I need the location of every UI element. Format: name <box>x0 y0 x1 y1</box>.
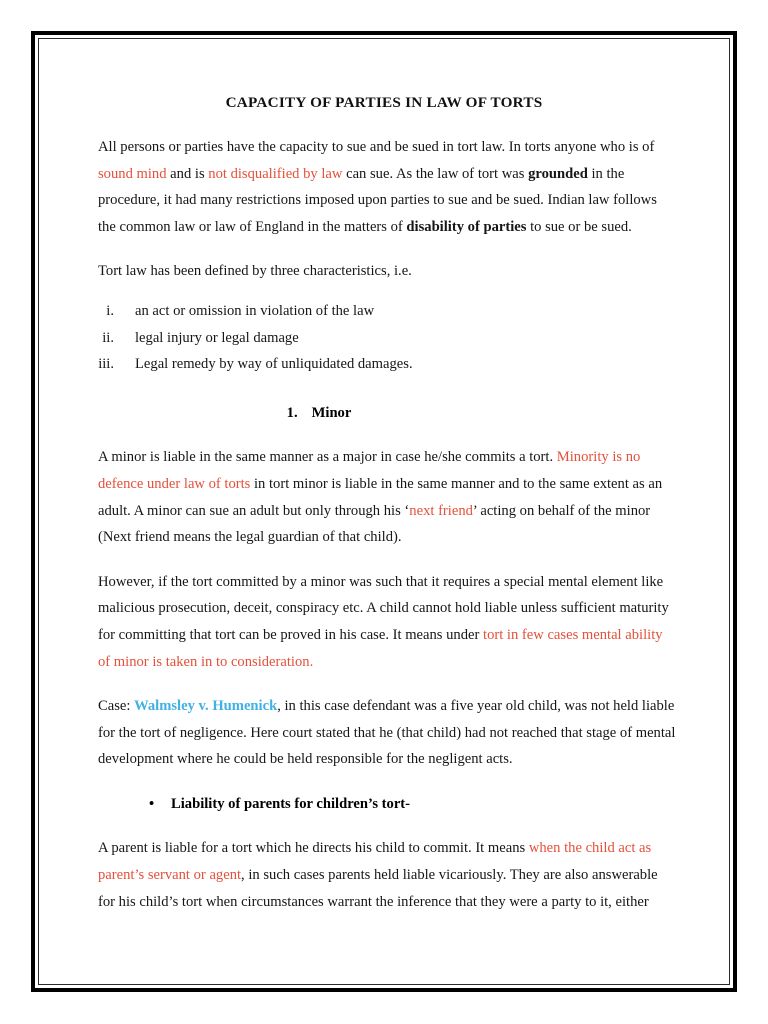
spacer <box>69 675 699 693</box>
list-marker: ii. <box>102 329 114 346</box>
list-item-label: legal injury or legal damage <box>135 329 299 346</box>
text-run: All persons or parties have the capacity to sue and be sued in tort law. In torts anyone who is of <box>98 139 655 155</box>
bold-disability-of-parties: disability of parties <box>406 218 527 235</box>
document-body <box>39 39 729 984</box>
page-title: CAPACITY OF PARTIES IN LAW OF TORTS <box>225 94 543 111</box>
spacer <box>69 285 699 298</box>
paragraph-intro <box>69 134 699 240</box>
text-run: to sue or be sued. <box>526 218 632 235</box>
list-item-label: an act or omission in violation of the law <box>135 302 375 319</box>
text-run: in tort minor is liable in the same manner and to the same extent as an adult. A minor can sue an adult but only through his ‘ <box>98 475 663 519</box>
text-run: A minor is liable in the same manner as a major in case he/she commits a tort. <box>98 449 557 466</box>
highlight-mental-ability-consideration: tort in few cases mental ability of minor is taken in to consideration. <box>98 626 663 670</box>
text-run: However, if the tort committed by a minor was such that it requires a special mental element like malicious prosecution, deceit, conspiracy etc. A child cannot hold liable unless sufficient maturity for committing that tort can be proved in his case. It means under <box>98 573 669 643</box>
spacer <box>69 426 699 444</box>
bullet-heading-label: Liability of parents for children’s tort- <box>171 795 411 812</box>
spacer <box>69 240 699 258</box>
section-heading-label: Minor <box>311 404 352 421</box>
paragraph-minor-liability <box>69 444 699 550</box>
highlight-not-disqualified-by-law: not disqualified by law <box>208 165 343 182</box>
text-run: , in this case defendant was a five year old child, was not held liable for the tort of negligence. Here court stated that he (that child) had not reached that stage of mental development where he could be held responsible for the negligent acts. <box>98 698 676 768</box>
highlight-child-as-servant-or-agent: when the child act as parent’s servant or agent <box>98 840 652 884</box>
text-run: in the procedure, it had many restrictions imposed upon parties to sue and be sued. Indian law follows the common law or law of England in the matters of <box>98 165 657 235</box>
paragraph-mental-element <box>69 569 699 675</box>
list-item-label: Legal remedy by way of unliquidated damages. <box>135 356 413 373</box>
bullet-icon: • <box>149 795 155 812</box>
page-border <box>31 31 737 992</box>
paragraph-parent-liability <box>69 835 699 915</box>
spacer <box>69 112 699 134</box>
list-item <box>69 325 699 352</box>
spacer <box>69 773 699 791</box>
bullet-heading-parent-liability <box>69 791 699 818</box>
page-border-inner-rule <box>38 38 730 985</box>
list-marker: i. <box>106 302 114 319</box>
paragraph-case-walmsley <box>69 693 699 773</box>
list-item <box>69 351 699 378</box>
highlight-sound-mind: sound mind <box>98 165 167 182</box>
paragraph-three-characteristics: Tort law has been defined by three characteristics, i.e. <box>98 263 412 280</box>
characteristics-list <box>69 298 699 378</box>
highlight-minority-no-defence: Minority is no defence under law of torts <box>98 449 641 492</box>
highlight-next-friend: next friend <box>409 502 473 519</box>
text-run: A parent is liable for a tort which he directs his child to commit. It means <box>98 840 529 857</box>
text-run: ’ acting on behalf of the minor (Next friend means the legal guardian of that child). <box>98 502 651 546</box>
text-run: and is <box>166 165 209 182</box>
section-heading-minor <box>69 400 699 427</box>
list-marker: iii. <box>98 356 114 373</box>
case-citation-walmsley-v-humenick: Walmsley v. Humenick <box>134 698 278 715</box>
text-run: , in such cases parents held liable vicariously. They are also answerable for his child’s tort when circumstances warrant the inference that they were a party to it, either <box>98 867 658 910</box>
text-run: Case: <box>98 698 135 715</box>
spacer <box>69 817 699 835</box>
spacer <box>69 378 699 400</box>
spacer <box>69 551 699 569</box>
text-run: can sue. As the law of tort was <box>342 165 529 182</box>
list-item <box>69 298 699 325</box>
bold-grounded: grounded <box>528 165 588 182</box>
section-number: 1. <box>286 404 298 421</box>
